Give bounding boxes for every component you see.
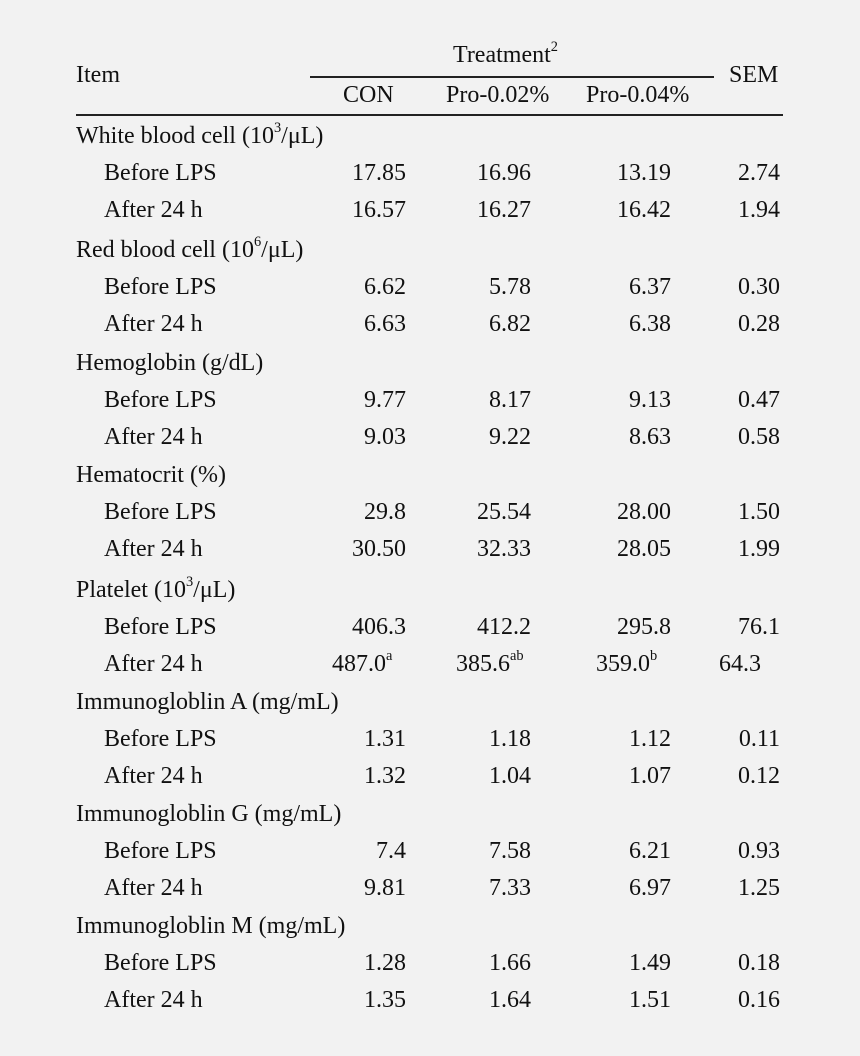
cell-value: 1.49	[629, 950, 671, 976]
table-cell	[629, 725, 671, 753]
group-title-text: Red blood cell (10	[76, 237, 254, 263]
cell-value: 8.17	[489, 387, 531, 413]
cell-value: 16.27	[477, 197, 531, 223]
sem-cell: 0.47	[738, 387, 780, 413]
cell-value: 16.42	[617, 197, 671, 223]
row-label: After 24 h	[104, 763, 203, 789]
treatment-rule	[310, 76, 714, 78]
footnote-marker: 2	[550, 38, 558, 55]
significance-marker: a	[386, 647, 393, 664]
table-cell	[629, 837, 671, 865]
table-cell	[364, 423, 406, 451]
table-cell	[629, 986, 671, 1014]
cell-value: 1.51	[629, 987, 671, 1013]
table-cell	[489, 762, 531, 790]
group-title	[76, 119, 324, 150]
header-col-pro-002: Pro-0.02%	[446, 82, 550, 108]
cell-value: 29.8	[364, 499, 406, 525]
cell-value: 487.0	[332, 651, 386, 677]
group-title-sup: 6	[253, 233, 262, 250]
table-cell	[629, 423, 671, 451]
cell-value: 1.32	[364, 763, 406, 789]
group-title-text: White blood cell (10	[76, 123, 274, 149]
cell-value: 6.37	[629, 274, 671, 300]
table-cell	[617, 613, 671, 641]
table-cell	[364, 386, 406, 414]
table-cell	[617, 159, 671, 187]
cell-value: 1.64	[489, 987, 531, 1013]
cell-value: 13.19	[617, 160, 671, 186]
table-cell	[489, 949, 531, 977]
cell-value: 30.50	[352, 536, 406, 562]
group-title-tail: /μL)	[261, 237, 304, 263]
cell-value: 9.77	[364, 387, 406, 413]
row-label: After 24 h	[104, 536, 203, 562]
sem-cell: 1.50	[738, 499, 780, 525]
cell-value: 28.05	[617, 536, 671, 562]
table-cell	[629, 874, 671, 902]
row-label: Before LPS	[104, 614, 217, 640]
table-cell	[617, 498, 671, 526]
cell-value: 7.4	[376, 838, 406, 864]
group-title	[76, 461, 226, 489]
sem-cell: 0.16	[738, 987, 780, 1013]
table-cell	[489, 310, 531, 338]
cell-value: 1.18	[489, 726, 531, 752]
sem-cell: 2.74	[738, 160, 780, 186]
table-cell	[364, 725, 406, 753]
cell-value: 9.81	[364, 875, 406, 901]
cell-value: 1.28	[364, 950, 406, 976]
table-cell	[629, 949, 671, 977]
sem-cell: 0.58	[738, 424, 780, 450]
cell-value: 7.33	[489, 875, 531, 901]
row-label: Before LPS	[104, 499, 217, 525]
table-cell	[352, 535, 406, 563]
sem-cell: 0.93	[738, 838, 780, 864]
table-cell	[477, 535, 531, 563]
group-title	[76, 349, 263, 377]
cell-value: 1.31	[364, 726, 406, 752]
cell-value: 6.63	[364, 311, 406, 337]
cell-value: 7.58	[489, 838, 531, 864]
cell-value: 406.3	[352, 614, 406, 640]
group-title-tail: /μL)	[193, 577, 236, 603]
table-cell	[332, 647, 393, 678]
table-cell	[477, 498, 531, 526]
row-label: After 24 h	[104, 311, 203, 337]
cell-value: 17.85	[352, 160, 406, 186]
group-title-text: Platelet (10	[76, 577, 186, 603]
group-title-text: Immunogloblin G (mg/mL)	[76, 801, 342, 827]
sem-cell: 0.12	[738, 763, 780, 789]
table-cell	[364, 498, 406, 526]
header-item: Item	[76, 62, 120, 88]
cell-value: 6.62	[364, 274, 406, 300]
table-cell	[489, 423, 531, 451]
group-title-text: Hematocrit (%)	[76, 462, 226, 488]
row-label: Before LPS	[104, 726, 217, 752]
table-cell	[489, 725, 531, 753]
table-cell	[352, 613, 406, 641]
cell-value: 6.38	[629, 311, 671, 337]
row-label: After 24 h	[104, 651, 203, 677]
sem-cell: 76.1	[738, 614, 780, 640]
cell-value: 28.00	[617, 499, 671, 525]
table-cell	[489, 986, 531, 1014]
header-sem: SEM	[729, 62, 779, 88]
sem-cell: 0.28	[738, 311, 780, 337]
cell-value: 1.66	[489, 950, 531, 976]
table-cell	[364, 273, 406, 301]
group-title-sup: 3	[273, 119, 282, 136]
sem-cell: 0.11	[738, 726, 780, 752]
row-label: After 24 h	[104, 197, 203, 223]
sem-cell: 64.3	[719, 651, 761, 677]
sem-cell: 0.30	[738, 274, 780, 300]
sem-cell: 1.94	[738, 197, 780, 223]
table-cell	[364, 762, 406, 790]
group-title	[76, 233, 304, 264]
cell-value: 5.78	[489, 274, 531, 300]
table-cell	[489, 273, 531, 301]
cell-value: 9.22	[489, 424, 531, 450]
cell-value: 1.07	[629, 763, 671, 789]
cell-value: 359.0	[596, 651, 650, 677]
row-label: Before LPS	[104, 950, 217, 976]
row-label: Before LPS	[104, 160, 217, 186]
row-label: Before LPS	[104, 838, 217, 864]
header-col-pro-004: Pro-0.04%	[586, 82, 690, 108]
cell-value: 9.13	[629, 387, 671, 413]
table-cell	[617, 196, 671, 224]
cell-value: 295.8	[617, 614, 671, 640]
row-label: After 24 h	[104, 987, 203, 1013]
table-cell	[376, 837, 406, 865]
cell-value: 8.63	[629, 424, 671, 450]
cell-value: 412.2	[477, 614, 531, 640]
table-cell	[629, 310, 671, 338]
cell-value: 1.12	[629, 726, 671, 752]
table-cell	[352, 159, 406, 187]
cell-value: 9.03	[364, 424, 406, 450]
table-cell	[629, 273, 671, 301]
significance-marker: ab	[510, 647, 524, 664]
group-title-tail: /μL)	[281, 123, 324, 149]
cell-value: 6.97	[629, 875, 671, 901]
table-cell	[477, 196, 531, 224]
table-cell	[596, 647, 658, 678]
table-cell	[352, 196, 406, 224]
row-label: Before LPS	[104, 274, 217, 300]
table-cell	[364, 986, 406, 1014]
sem-cell: 1.99	[738, 536, 780, 562]
group-title-text: Hemoglobin (g/dL)	[76, 350, 264, 376]
sem-cell: 0.18	[738, 950, 780, 976]
sem-cell: 1.25	[738, 875, 780, 901]
cell-value: 16.57	[352, 197, 406, 223]
table-cell	[617, 535, 671, 563]
table-cell	[456, 647, 524, 678]
group-title	[76, 688, 339, 716]
header-treatment: Treatment$^2$	[453, 38, 558, 68]
cell-value: 16.96	[477, 160, 531, 186]
table-cell	[489, 386, 531, 414]
table-cell	[489, 874, 531, 902]
row-label: Before LPS	[104, 387, 217, 413]
group-title-text: Immunogloblin A (mg/mL)	[76, 689, 339, 715]
group-title	[76, 573, 236, 604]
cell-value: 32.33	[477, 536, 531, 562]
table-cell	[477, 613, 531, 641]
cell-value: 1.04	[489, 763, 531, 789]
cell-value: 1.35	[364, 987, 406, 1013]
group-title-sup: 3	[185, 573, 194, 590]
header-rule	[76, 114, 783, 116]
header-col-con: CON	[343, 82, 394, 108]
cell-value: 385.6	[456, 651, 510, 677]
group-title-text: Immunogloblin M (mg/mL)	[76, 913, 346, 939]
table-cell	[364, 310, 406, 338]
cell-value: 6.21	[629, 838, 671, 864]
table-cell	[364, 949, 406, 977]
table-cell	[489, 837, 531, 865]
group-title	[76, 912, 345, 940]
row-label: After 24 h	[104, 424, 203, 450]
cell-value: 25.54	[477, 499, 531, 525]
group-title	[76, 800, 341, 828]
table-cell	[364, 874, 406, 902]
row-label: After 24 h	[104, 875, 203, 901]
table-cell	[477, 159, 531, 187]
cell-value: 6.82	[489, 311, 531, 337]
table-cell	[629, 762, 671, 790]
significance-marker: b	[650, 647, 658, 664]
table-cell	[629, 386, 671, 414]
